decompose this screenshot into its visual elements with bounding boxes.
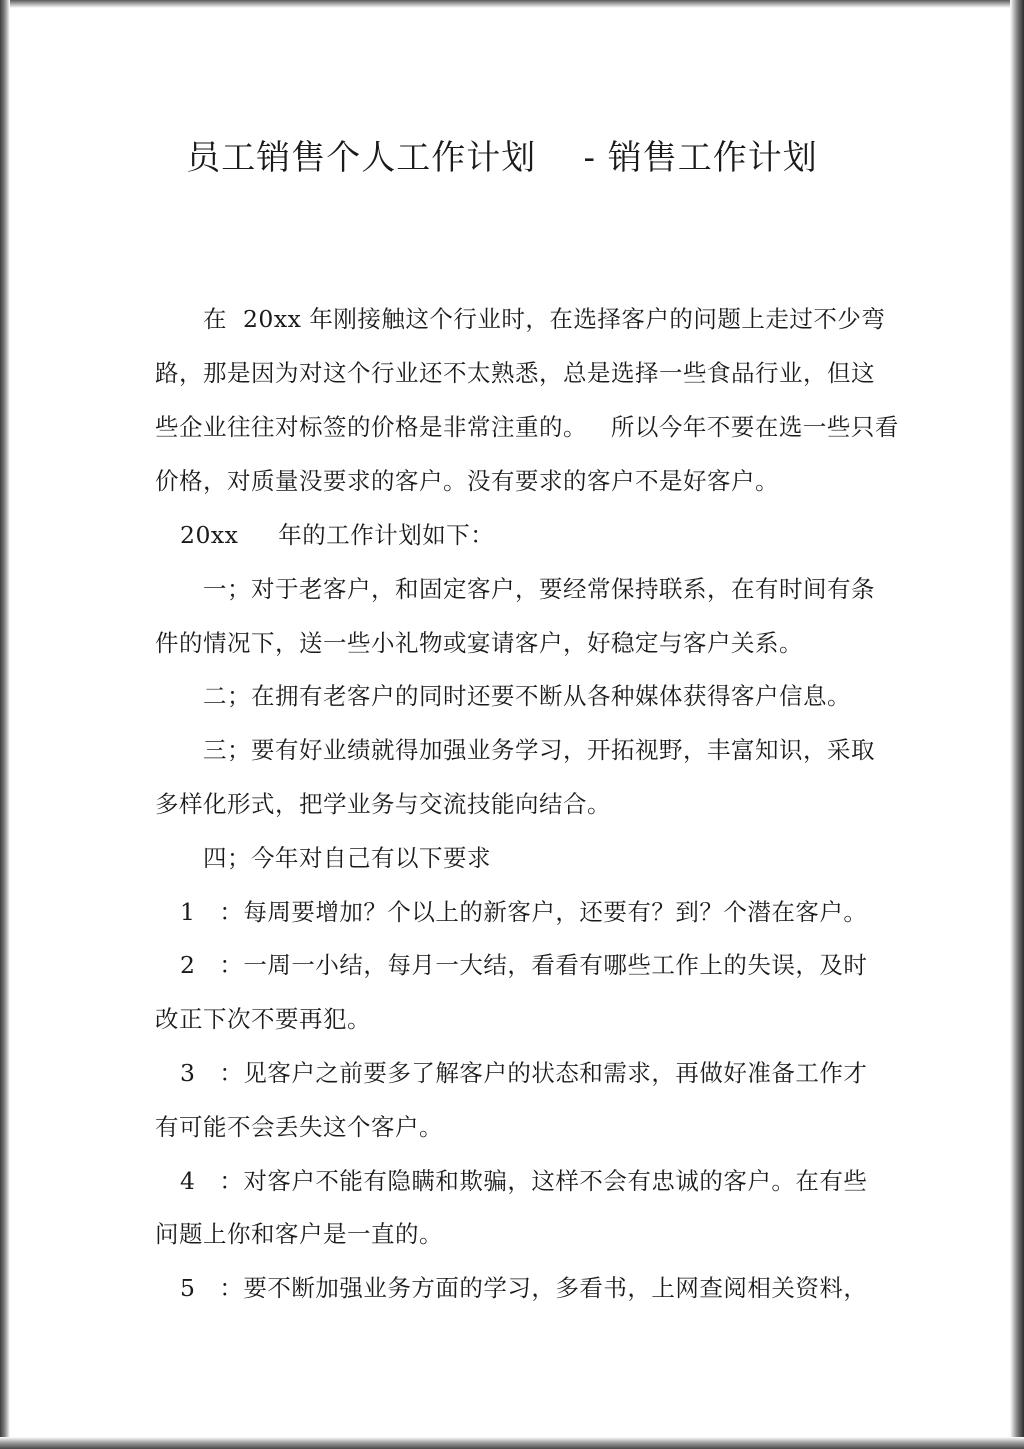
list-item-line: 1 ：每周要增加？个以上的新客户，还要有？到？个潜在客户。 [180,898,868,926]
list-item-line: 问题上你和客户是一直的。 [155,1220,443,1248]
paragraph-line: 些企业往往对标签的价格是非常注重的。 所以今年不要在选一些只看 [155,413,899,441]
paragraph-line: 四；今年对自己有以下要求 [203,844,491,872]
scan-edge-bottom [0,1437,1024,1449]
paragraph-line: 一；对于老客户，和固定客户，要经常保持联系，在有时间有条 [203,575,875,603]
list-item-line: 5 ：要不断加强业务方面的学习，多看书，上网查阅相关资料， [180,1274,868,1302]
list-item-line: 3 ：见客户之前要多了解客户的状态和需求，再做好准备工作才 [180,1059,868,1087]
paragraph-line: 多样化形式，把学业务与交流技能向结合。 [155,790,611,818]
paragraph-line: 价格，对质量没要求的客户。没有要求的客户不是好客户。 [155,467,779,495]
scan-edge-right [1010,0,1024,1449]
paragraph-line: 件的情况下，送一些小礼物或宴请客户，好稳定与客户关系。 [155,629,803,657]
list-item-line: 有可能不会丢失这个客户。 [155,1113,443,1141]
paragraph-line: 三；要有好业绩就得加强业务学习，开拓视野，丰富知识，采取 [203,736,875,764]
paragraph-line: 二；在拥有老客户的同时还要不断从各种媒体获得客户信息。 [203,682,851,710]
list-item-line: 4 ：对客户不能有隐瞒和欺骗，这样不会有忠诚的客户。在有些 [180,1167,868,1195]
scan-edge-left [0,0,10,1449]
paragraph-line: 在 20xx 年刚接触这个行业时，在选择客户的问题上走过不少弯 [203,305,886,333]
paragraph-line: 20xx 年的工作计划如下： [180,521,495,549]
list-item-line: 改正下次不要再犯。 [155,1005,371,1033]
document-title: 员工销售个人工作计划 - 销售工作计划 [186,138,818,178]
scan-edge-top [0,0,1024,8]
list-item-line: 2 ：一周一小结，每月一大结，看看有哪些工作上的失误，及时 [180,951,868,979]
paragraph-line: 路，那是因为对这个行业还不太熟悉，总是选择一些食品行业，但这 [155,359,875,387]
